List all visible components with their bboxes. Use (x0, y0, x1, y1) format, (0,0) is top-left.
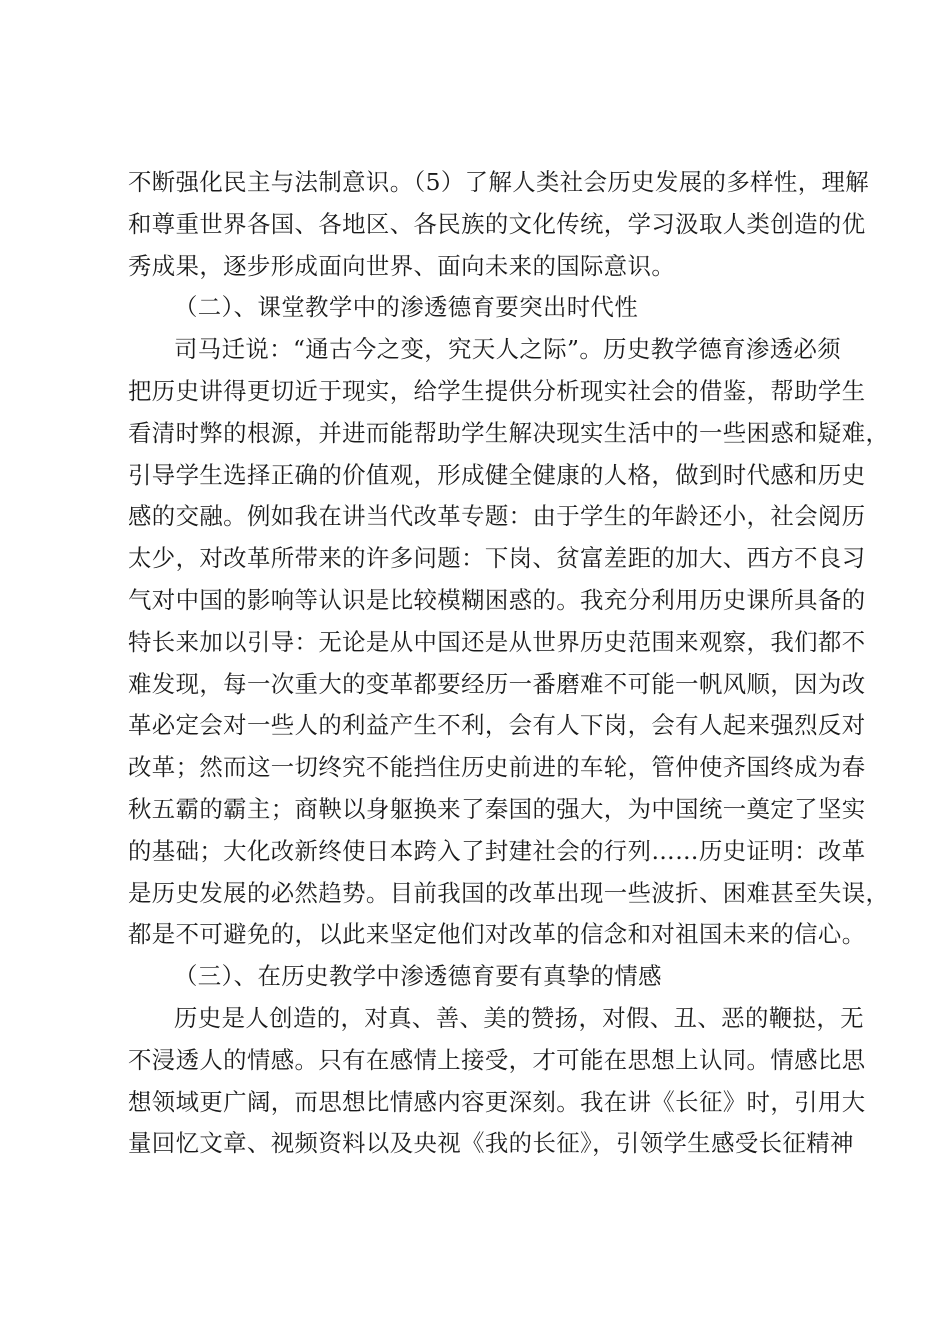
text-line: 历史是人创造的，对真、善、美的赞扬，对假、丑、恶的鞭挞，无 (174, 1003, 864, 1032)
text-line: 的基础；大化改新终使日本跨入了封建社会的行列……历史证明：改革 (128, 836, 866, 865)
section-heading-3 (128, 956, 832, 998)
document-body (128, 162, 890, 1165)
heading-text: （二）、课堂教学中的渗透德育要突出时代性 (174, 293, 639, 322)
text-line: 是历史发展的必然趋势。目前我国的改革出现一些波折、困难甚至失误， (128, 878, 890, 907)
text-line: 不断强化民主与法制意识。（5）了解人类社会历史发展的多样性，理解 (128, 168, 870, 196)
text-line: 把历史讲得更切近于现实，给学生提供分析现实社会的借鉴，帮助学生 (128, 376, 866, 405)
section-heading-2 (128, 287, 832, 329)
text-line: 引导学生选择正确的价值观，形成健全健康的人格，做到时代感和历史 (128, 460, 866, 489)
paragraph-continuation (128, 162, 870, 287)
text-line: 特长来加以引导：无论是从中国还是从世界历史范围来观察，我们都不 (128, 627, 866, 656)
text-line: 革必定会对一些人的利益产生不利，会有人下岗，会有人起来强烈反对 (128, 711, 866, 740)
text-line: 看清时弊的根源，并进而能帮助学生解决现实生活中的一些困惑和疑难， (128, 418, 890, 447)
heading-text: （三）、在历史教学中渗透德育要有真挚的情感 (174, 962, 662, 991)
text-line: 太少，对改革所带来的许多问题：下岗、贫富差距的加大、西方不良习 (128, 544, 866, 573)
text-line: 难发现，每一次重大的变革都要经历一番磨难不可能一帆风顺，因为改 (128, 669, 866, 698)
text-line: 司马迁说：“通古今之变，究天人之际”。历史教学德育渗透必须 (174, 335, 842, 364)
paragraph-timeliness (128, 329, 890, 956)
paragraph-emotion (128, 998, 866, 1165)
text-line: 感的交融。例如我在讲当代改革专题：由于学生的年龄还小，社会阅历 (128, 502, 866, 531)
text-line: 气对中国的影响等认识是比较模糊困惑的。我充分利用历史课所具备的 (128, 585, 866, 614)
text-line: 不浸透人的情感。只有在感情上接受，才可能在思想上认同。情感比思 (128, 1045, 866, 1074)
text-line: 都是不可避免的，以此来坚定他们对改革的信念和对祖国未来的信心。 (128, 920, 866, 949)
text-line: 想领域更广阔，而思想比情感内容更深刻。我在讲《长征》时，引用大 (128, 1087, 866, 1116)
text-line: 量回忆文章、视频资料以及央视《我的长征》，引领学生感受长征精神 (128, 1129, 854, 1158)
text-line: 和尊重世界各国、各地区、各民族的文化传统，学习汲取人类创造的优 (128, 209, 866, 238)
text-line: 秀成果，逐步形成面向世界、面向未来的国际意识。 (128, 251, 676, 280)
text-line: 秋五霸的霸主；商鞅以身躯换来了秦国的强大，为中国统一奠定了坚实 (128, 794, 866, 823)
text-line: 改革；然而这一切终究不能挡住历史前进的车轮，管仲使齐国终成为春 (128, 753, 866, 782)
